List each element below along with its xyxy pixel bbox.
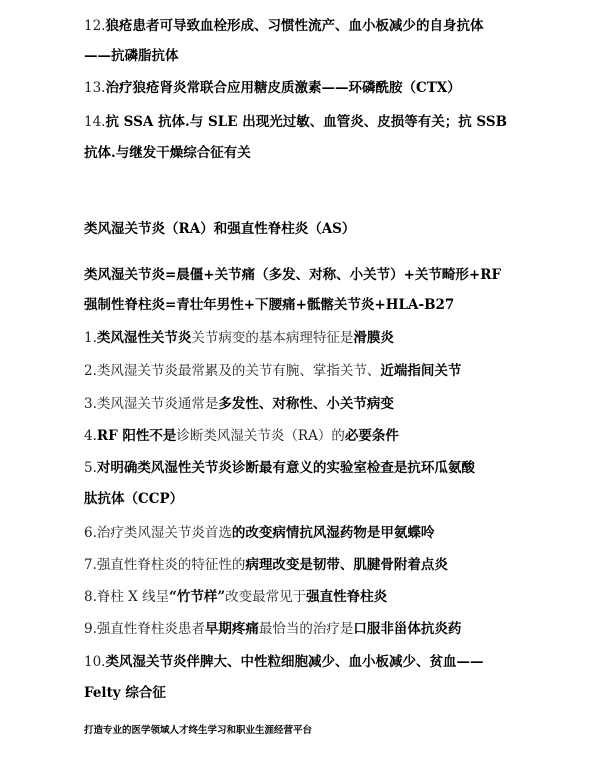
point-10-line1: 10.类风湿关节炎伴脾大、中性粒细胞减少、血小板减少、贫血—— <box>84 654 484 670</box>
summary-as: 强制性脊柱炎=青壮年男性+下腰痛+骶髂关节炎+HLA-B27 <box>84 297 455 313</box>
point-7: 7.强直性脊柱炎的特征性的病理改变是韧带、肌腱骨附着点炎 <box>84 557 448 573</box>
item-14-line1: 14.抗 SSA 抗体.与 SLE 出现光过敏、血管炎、皮损等有关；抗 SSB <box>84 114 508 130</box>
point-9: 9.强直性脊柱炎患者早期疼痛最恰当的治疗是口服非甾体抗炎药 <box>84 621 462 637</box>
page-footer: 打造专业的医学领域人才终生学习和职业生涯经营平台 <box>84 725 313 736</box>
item-12-line1: 12.狼疮患者可导致血栓形成、习惯性流产、血小板减少的自身抗体 <box>84 18 484 34</box>
item-12-line2: ——抗磷脂抗体 <box>84 48 179 64</box>
item-13: 13.治疗狼疮肾炎常联合应用糖皮质激素——环磷酰胺（CTX） <box>84 80 461 96</box>
point-8: 8.脊柱 X 线呈“竹节样”改变最常见于强直性脊柱炎 <box>84 589 388 605</box>
point-1: 1.类风湿性关节炎关节病变的基本病理特征是滑膜炎 <box>84 330 394 346</box>
point-5-line1: 5.对明确类风湿性关节炎诊断最有意义的实验室检查是抗环瓜氨酸 <box>84 460 475 476</box>
summary-ra: 类风湿关节炎=晨僵+关节痛（多发、对称、小关节）+关节畸形+RF <box>84 267 502 283</box>
point-2: 2.类风湿关节炎最常累及的关节有腕、掌指关节、近端指间关节 <box>84 363 462 379</box>
point-3: 3.类风湿关节炎通常是多发性、对称性、小关节病变 <box>84 396 394 412</box>
point-4: 4.RF 阳性不是诊断类风湿关节炎（RA）的必要条件 <box>84 428 399 444</box>
point-5-line2: 肽抗体（CCP） <box>84 491 184 507</box>
item-14-line2: 抗体.与继发干燥综合征有关 <box>84 145 251 161</box>
point-10-line2: Felty 综合征 <box>84 685 166 701</box>
point-6: 6.治疗类风湿关节炎首选的改变病情抗风湿药物是甲氨蝶呤 <box>84 525 435 541</box>
section-title: 类风湿关节炎（RA）和强直性脊柱炎（AS） <box>84 221 356 237</box>
